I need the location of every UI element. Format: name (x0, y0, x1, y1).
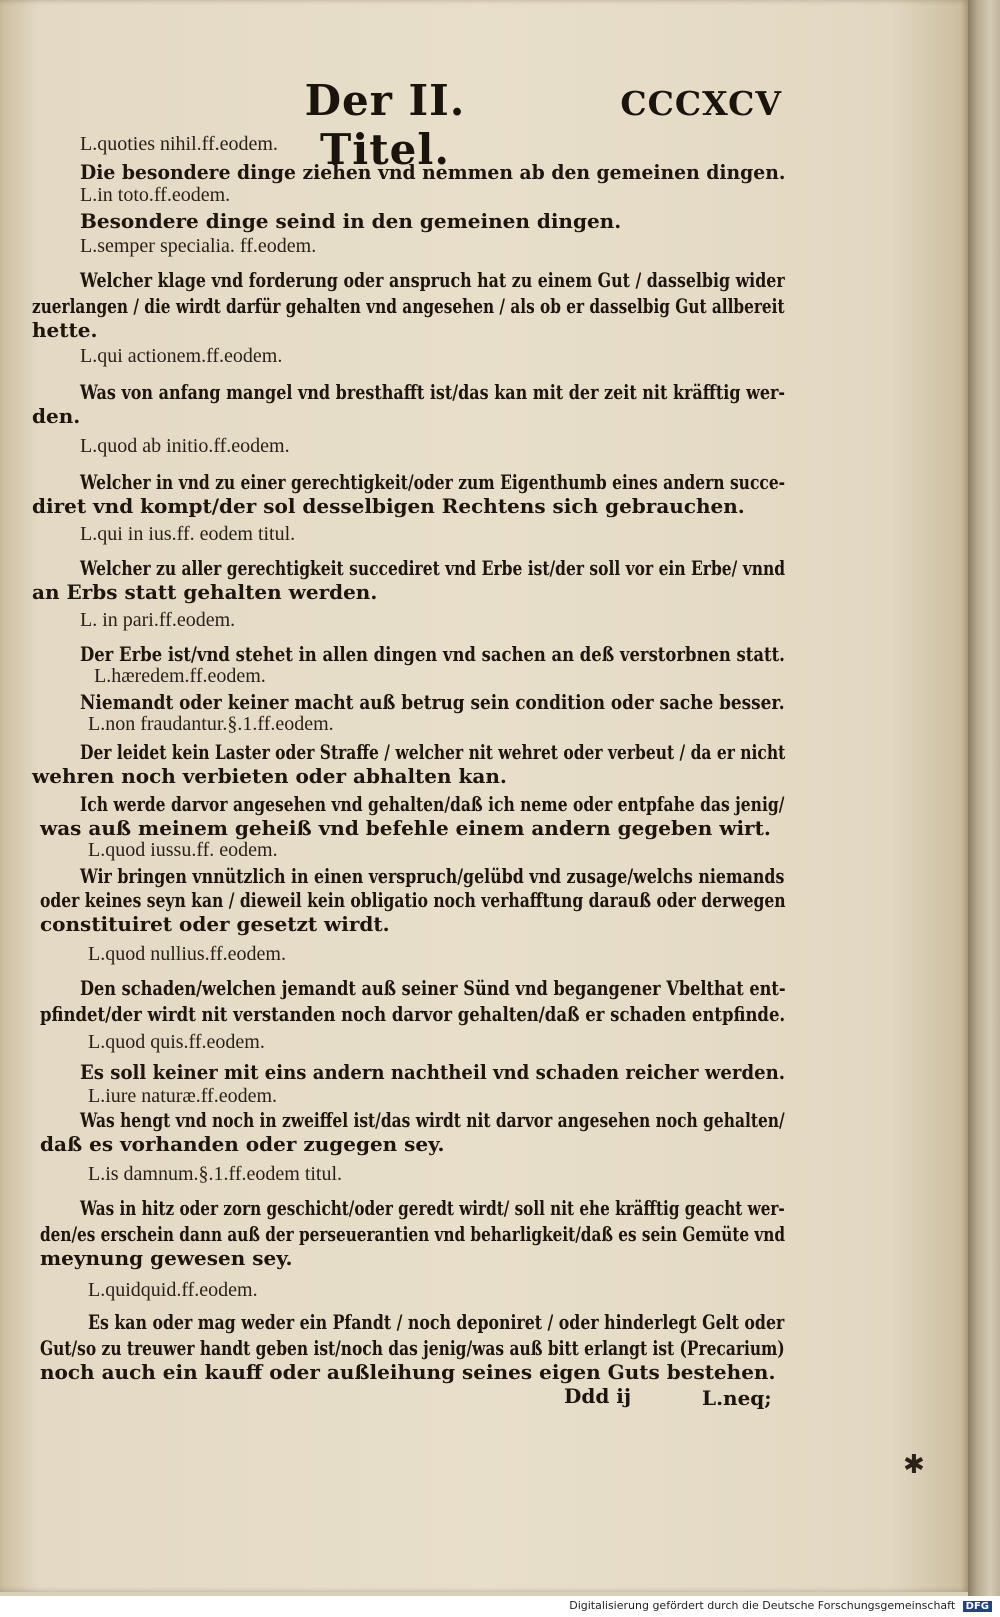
running-title: Der II. Titel. (304, 76, 466, 174)
text-line: noch auch ein kauff oder außleihung seines eigen Guts bestehen. (40, 1360, 776, 1384)
text-line: Der leidet kein Laster oder Straffe / welcher nit wehret oder verbeut / da er nicht (80, 740, 786, 764)
text-line: Den schaden/welchen jemandt auß seiner Sünd vnd begangener Vbelthat ent- (80, 976, 786, 1000)
text-line: Ich werde darvor angesehen vnd gehalten/daß ich neme oder entpfahe das jenig/ (80, 792, 785, 816)
text-line: L.hæredem.ff.eodem. (94, 665, 266, 687)
text-line: L.quod nullius.ff.eodem. (88, 943, 286, 965)
text-line: L.qui actionem.ff.eodem. (80, 345, 283, 367)
catchword: L.neq; (702, 1386, 772, 1410)
dfg-credit (569, 1599, 992, 1612)
text-line: Was in hitz oder zorn geschicht/oder geredt wirdt/ soll nit ehe kräfftig geacht wer- (80, 1196, 785, 1220)
text-line: L.quod quis.ff.eodem. (88, 1031, 265, 1053)
text-line: wehren noch verbieten oder abhalten kan. (32, 764, 507, 788)
text-line: pfindet/der wirdt nit verstanden noch darvor gehalten/daß er schaden entpfinde. (40, 1002, 786, 1026)
text-line: L. in pari.ff.eodem. (80, 609, 236, 631)
signature-mark: Ddd ij (564, 1384, 632, 1408)
text-line: daß es vorhanden oder zugegen sey. (40, 1132, 445, 1156)
text-line: L.iure naturæ.ff.eodem. (88, 1085, 278, 1107)
text-line: Die besondere dinge ziehen vnd nemmen ab den gemeinen dingen. (80, 160, 786, 184)
text-line: Welcher zu aller gerechtigkeit succediret vnd Erbe ist/der soll vor ein Erbe/ vnnd (80, 556, 786, 580)
text-line: Der Erbe ist/vnd stehet in allen dingen vnd sachen an deß verstorbnen statt. (80, 642, 785, 666)
asterisk-mark-icon: ✱ (903, 1450, 925, 1480)
text-line: L.quod iussu.ff. eodem. (88, 839, 278, 861)
text-line: was auß meinem geheiß vnd befehle einem andern gegeben wirt. (40, 816, 771, 840)
text-line: Es soll keiner mit eins andern nachtheil vnd schaden reicher werden. (80, 1060, 786, 1084)
text-line: Es kan oder mag weder ein Pfandt / noch deponiret / oder hinderlegt Gelt oder (88, 1310, 785, 1334)
text-line: L.qui in ius.ff. eodem titul. (80, 523, 296, 545)
text-line: den/es erschein dann auß der perseuerantien vnd beharligkeit/daß es sein Gemüte vnd (40, 1222, 786, 1246)
text-line: L.quoties nihil.ff.eodem. (80, 133, 278, 155)
text-line: Niemandt oder keiner macht auß betrug sein condition oder sache besser. (80, 690, 785, 714)
credit-text: Digitalisierung gefördert durch die Deutsche Forschungsgemeinschaft (569, 1599, 956, 1612)
text-line: L.semper specialia. ff.eodem. (80, 235, 317, 257)
dfg-logo: DFG (963, 1601, 992, 1612)
text-line: L.non fraudantur.§.1.ff.eodem. (88, 713, 334, 735)
folio-number: CCCXCV (620, 84, 782, 123)
text-line: den. (32, 404, 81, 428)
text-line: Was von anfang mangel vnd bresthafft ist/das kan mit der zeit nit kräfftig wer- (80, 380, 786, 404)
text-line: zuerlangen / die wirdt darfür gehalten vnd angesehen / als ob er dasselbig Gut allbereit (32, 294, 785, 318)
page-edge (968, 0, 1000, 1596)
text-line: L.quod ab initio.ff.eodem. (80, 435, 290, 457)
text-line: Gut/so zu treuwer handt geben ist/noch das jenig/was auß bitt erlangt ist (Precarium) (40, 1336, 785, 1360)
text-line: Was hengt vnd noch in zweiffel ist/das wirdt nit darvor angesehen noch gehalten/ (80, 1108, 785, 1132)
text-line: L.quidquid.ff.eodem. (88, 1279, 258, 1301)
text-line: oder keines seyn kan / dieweil kein obligatio noch verhafftung darauß oder derwegen (40, 888, 786, 912)
text-line: Besondere dinge seind in den gemeinen dingen. (80, 209, 622, 233)
text-line: an Erbs statt gehalten werden. (32, 580, 378, 604)
text-line: L.in toto.ff.eodem. (80, 184, 231, 206)
text-line: L.is damnum.§.1.ff.eodem titul. (88, 1163, 343, 1185)
text-line: Welcher in vnd zu einer gerechtigkeit/oder zum Eigenthumb eines andern succe- (80, 470, 786, 494)
text-line: constituiret oder gesetzt wirdt. (40, 912, 390, 936)
text-line: Wir bringen vnnützlich in einen verspruch/gelübd vnd zusage/welchs niemands (80, 864, 785, 888)
text-line: diret vnd kompt/der sol desselbigen Rechtens sich gebrauchen. (32, 494, 745, 518)
text-line: hette. (32, 318, 98, 342)
text-line: Welcher klage vnd forderung oder anspruch hat zu einem Gut / dasselbig wider (80, 268, 785, 292)
text-line: meynung gewesen sey. (40, 1246, 293, 1270)
